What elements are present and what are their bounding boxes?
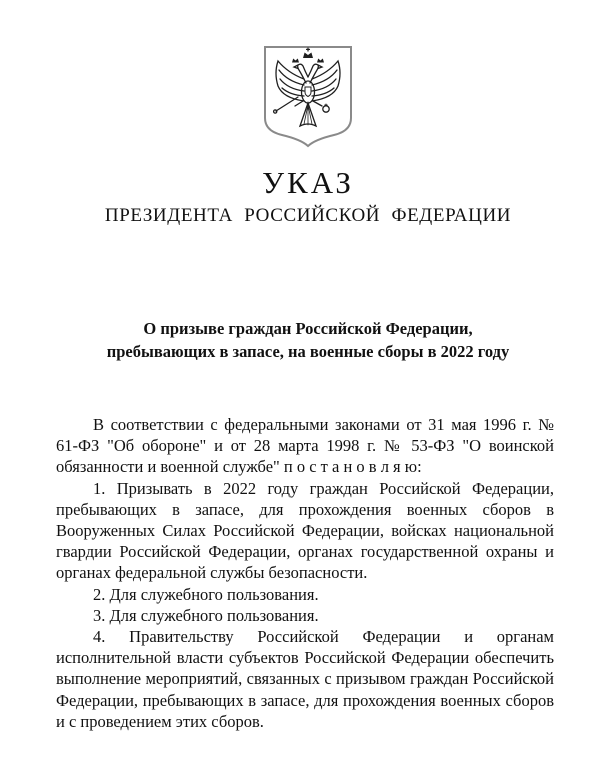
clause-4-paragraph: 4. Правительству Российской Федерации и органам исполнительной власти субъектов Российской Федерации обеспечить выполнение мероприятий, связанных с призывом граждан Российской Федерации, пребывающих в запасе, для прохождения военных сборов и с проведением этих сборов.	[56, 627, 554, 731]
decree-subject-title	[0, 317, 616, 363]
subject-line-2: пребывающих в запасе, на военные сборы в 2022 году	[106, 342, 510, 361]
clause-2-paragraph: 2. Для служебного пользования.	[93, 584, 319, 604]
subject-line-1: О призыве граждан Российской Федерации,	[143, 319, 473, 338]
clause-3-paragraph: 3. Для служебного пользования.	[93, 605, 319, 625]
emblem-container	[0, 0, 616, 154]
preamble-paragraph: В соответствии с федеральными законами от 31 мая 1996 г. № 61-ФЗ "Об обороне" и от 28 марта 1998 г. № 53-ФЗ "О воинской обязанности и военной службе" п о с т а н о в л я ю:	[56, 415, 554, 477]
decree-title: УКАЗ	[262, 165, 354, 200]
decree-issuer-line: ПРЕЗИДЕНТА РОССИЙСКОЙ ФЕДЕРАЦИИ	[104, 205, 512, 226]
clause-1-paragraph: 1. Призывать в 2022 году граждан Российской Федерации, пребывающих в запасе, для прохождения военных сборов в Вооруженных Силах Российской Федерации, войсках национальной гвардии Российской Федерации, органах государственной охраны и органах федеральной службы безопасности.	[56, 478, 554, 583]
decree-body	[56, 414, 554, 732]
russia-coat-of-arms-icon	[262, 45, 354, 154]
